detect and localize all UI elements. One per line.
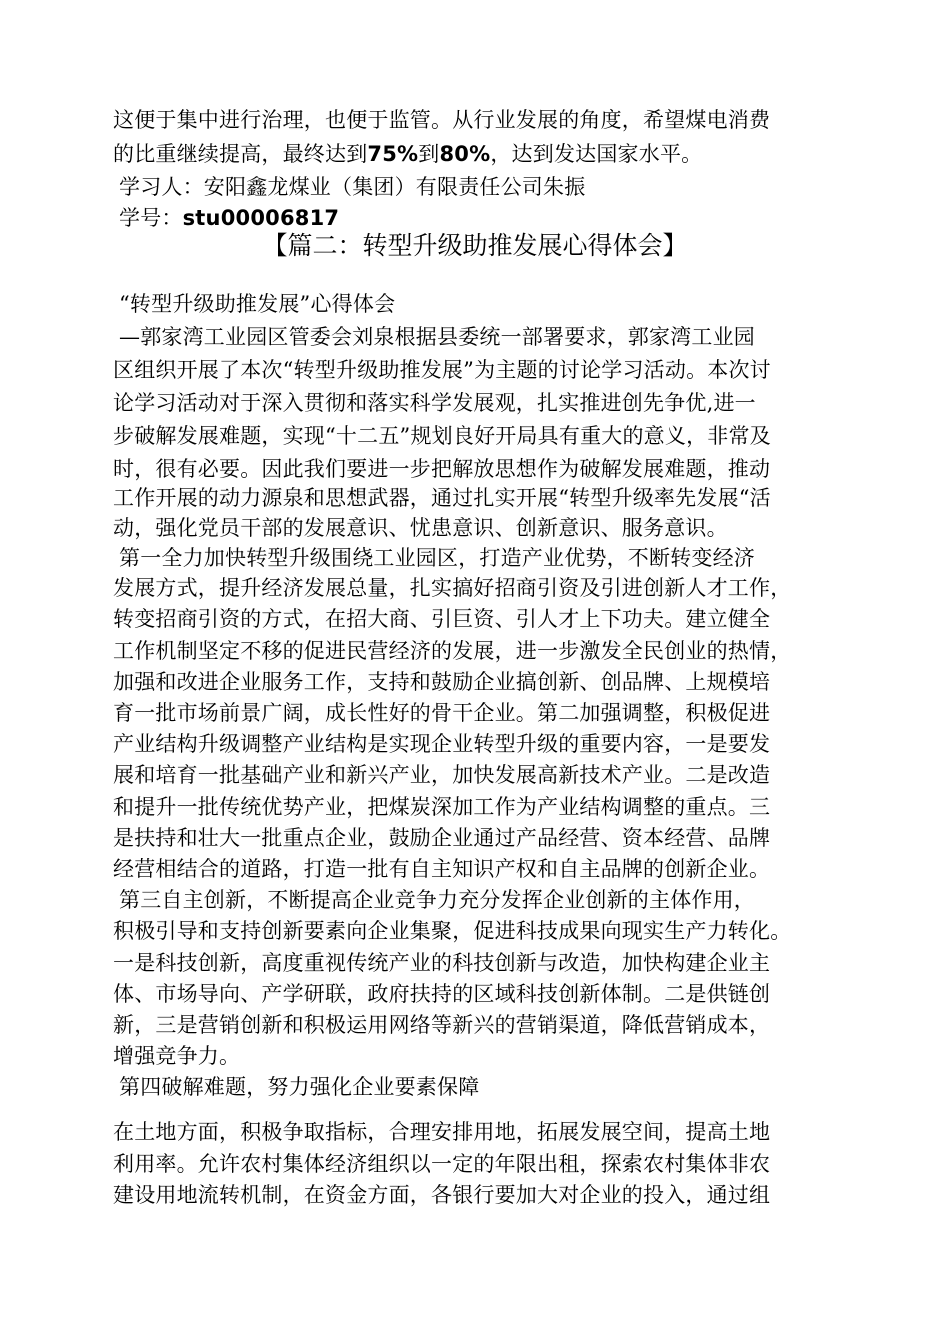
text-line: 区组织开展了本次“转型升级助推发展”为主题的讨论学习活动。本次讨: [113, 358, 771, 382]
text-line: 一是科技创新，高度重视传统产业的科技创新与改造，加快构建企业主: [113, 951, 771, 975]
text-line: 和提升一批传统优势产业，把煤炭深加工作为产业结构调整的重点。三: [113, 795, 771, 819]
student-id-value: stu00006817: [182, 206, 340, 230]
text-line: 这便于集中进行治理，也便于监管。从行业发展的角度，希望煤电消费: [113, 108, 771, 132]
text-line: 第三自主创新，不断提高企业竞争力充分发挥企业创新的主体作用，: [119, 888, 755, 912]
text-line: 体、市场导向、产学研联，政府扶持的区域科技创新体制。二是供链创: [113, 982, 771, 1006]
text-line: 建设用地流转机制，在资金方面，各银行要加大对企业的投入，通过组: [113, 1183, 771, 1207]
text-segment: 到: [418, 142, 440, 166]
text-line: 在土地方面，积极争取指标，合理安排用地，拓展发展空间，提高土地: [113, 1120, 771, 1144]
text-segment: ，达到发达国家水平。: [490, 142, 703, 166]
text-line: 产业结构升级调整产业结构是实现企业转型升级的重要内容，一是要发: [113, 732, 771, 756]
student-id-label: 学号：: [119, 206, 183, 230]
section-subheading: 第四破解难题，努力强化企业要素保障: [119, 1075, 480, 1099]
text-line: 是扶持和壮大一批重点企业，鼓励企业通过产品经营、资本经营、品牌: [113, 826, 771, 850]
text-line: 积极引导和支持创新要素向企业集聚，促进科技成果向现实生产力转化。: [113, 919, 792, 943]
text-line: —郭家湾工业园区管委会刘泉根据县委统一部署要求，郭家湾工业园: [119, 325, 755, 349]
percent-value: 75%: [367, 142, 419, 166]
text-line: 动，强化党员干部的发展意识、忧患意识、创新意识、服务意识。: [113, 516, 728, 540]
text-line: 工作开展的动力源泉和思想武器，通过扎实开展“转型升级率先发展“活: [113, 486, 771, 510]
text-line: 经营相结合的道路，打造一批有自主知识产权和自主品牌的创新企业。: [113, 857, 771, 881]
text-line: 发展方式，提升经济发展总量，扎实搞好招商引资及引进创新人才工作，: [113, 576, 792, 600]
text-line: 展和培育一批基础产业和新兴产业，加快发展高新技术产业。二是改造: [113, 763, 771, 787]
text-line: 增强竞争力。: [113, 1044, 241, 1068]
text-line: 工作机制坚定不移的促进民营经济的发展，进一步激发全民创业的热情，: [113, 639, 792, 663]
text-line: 加强和改进企业服务工作，支持和鼓励企业搞创新、创品牌、上规模培: [113, 670, 771, 694]
text-line: 新，三是营销创新和积极运用网络等新兴的营销渠道，降低营销成本，: [113, 1013, 771, 1037]
subtitle: “转型升级助推发展”心得体会: [119, 292, 396, 316]
text-line: [113, 139, 702, 169]
percent-value: 80%: [439, 142, 491, 166]
text-line: 论学习活动对于深入贯彻和落实科学发展观，扎实推进创先争优,进一: [113, 391, 756, 415]
text-line: 时，很有必要。因此我们要进一步把解放思想作为破解发展难题，推动: [113, 457, 771, 481]
text-line: 第一全力加快转型升级围绕工业园区，打造产业优势，不断转变经济: [119, 546, 755, 570]
text-line: 转变招商引资的方式，在招大商、引巨资、引人才上下功夫。建立健全: [113, 607, 771, 631]
text-line: 步破解发展难题，实现“十二五”规划良好开局具有重大的意义，非常及: [113, 424, 771, 448]
text-line: 育一批市场前景广阔，成长性好的骨干企业。第二加强调整，积极促进: [113, 701, 771, 725]
text-line: 利用率。允许农村集体经济组织以一定的年限出租，探索农村集体非农: [113, 1152, 771, 1176]
learner-line: 学习人：安阳鑫龙煤业（集团）有限责任公司朱振: [119, 175, 586, 199]
section-heading: 【篇二：转型升级助推发展心得体会】: [262, 231, 688, 260]
text-segment: 的比重继续提高，最终达到: [113, 142, 368, 166]
